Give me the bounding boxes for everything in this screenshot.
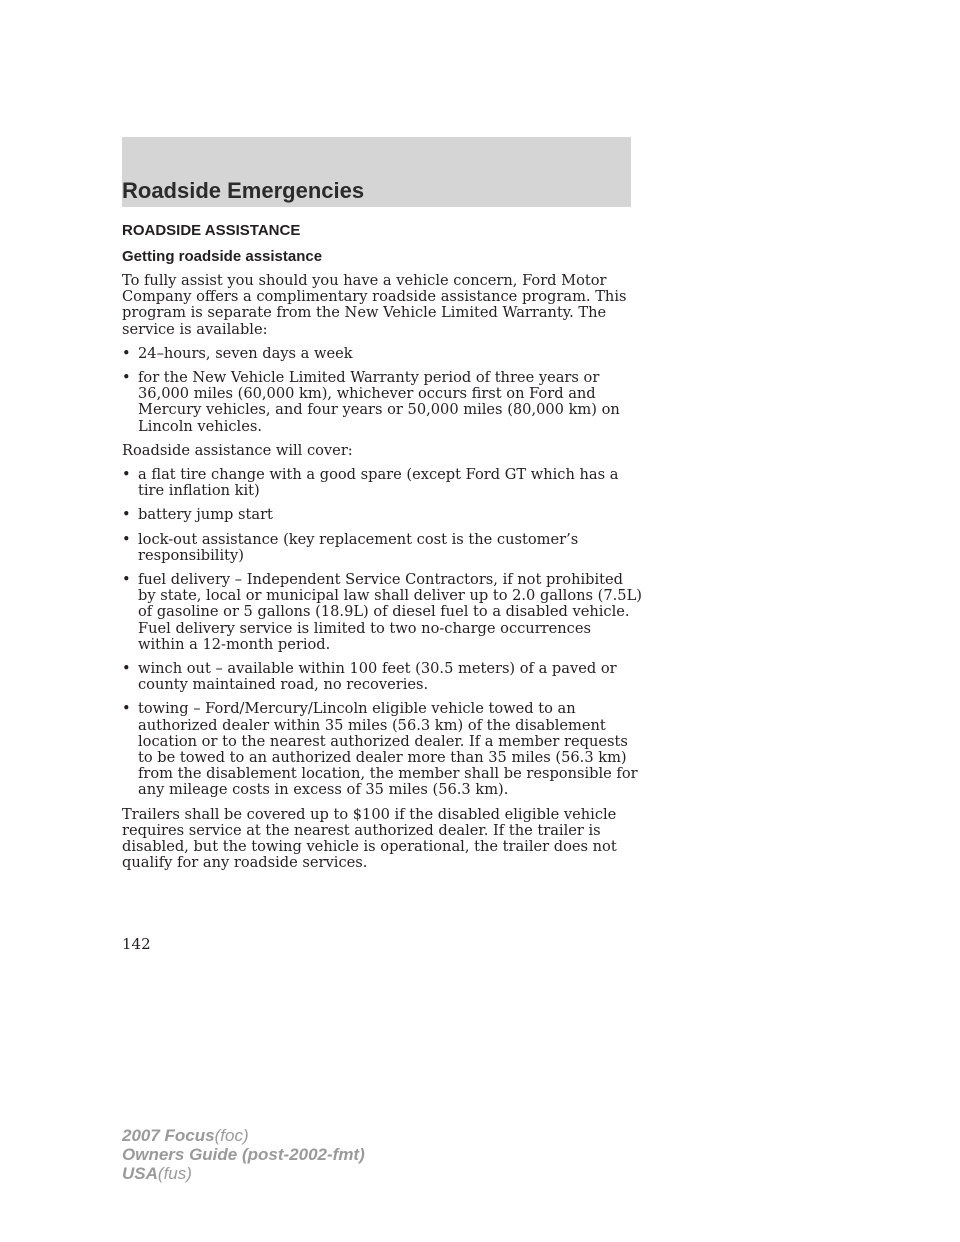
list-item	[122, 467, 642, 499]
page-number: 142	[122, 935, 151, 953]
list-item-text: winch out – available within 100 feet (30.5 meters) of a paved or county maintained road, no recoveries.	[138, 660, 617, 694]
footer-line-3	[122, 1164, 365, 1183]
list-item-text: for the New Vehicle Limited Warranty period of three years or 36,000 miles (60,000 km), whichever occurs first on Ford and Mercury vehicles, and four years or 50,000 miles (80,000 km) on Lincoln vehicles.	[138, 369, 620, 435]
bullet-icon: •	[122, 530, 131, 548]
list-item-text: fuel delivery – Independent Service Contractors, if not prohibited by state, local or municipal law shall deliver up to 2.0 gallons (7.5L) of gasoline or 5 gallons (18.9L) of diesel fuel to a disabled vehicle. Fuel delivery service is limited to two no-charge occurrences within a 12-month period.	[138, 571, 642, 653]
list-item	[122, 507, 642, 523]
page-title: Roadside Emergencies	[122, 178, 365, 203]
intro-paragraph: To fully assist you should you have a vehicle concern, Ford Motor Company offers a complimentary roadside assistance program. This program is separate from the New Vehicle Limited Warranty. The service is available:	[122, 272, 627, 338]
bullet-icon: •	[122, 660, 131, 678]
bullet-icon: •	[122, 369, 131, 387]
trailer-note: Trailers shall be covered up to $100 if the disabled eligible vehicle requires service at the nearest authorized dealer. If the trailer is disabled, but the towing vehicle is operational, the trailer does not qualify for any roadside services.	[122, 805, 617, 872]
footer-line-2	[122, 1145, 365, 1164]
list-item	[122, 532, 642, 564]
list-item-text: lock-out assistance (key replacement cost is the customer’s responsibility)	[138, 530, 579, 564]
list-item	[122, 661, 642, 693]
coverage-list	[122, 467, 642, 799]
list-item-text: a flat tire change with a good spare (except Ford GT which has a tire inflation kit)	[138, 466, 619, 500]
bullet-icon: •	[122, 466, 131, 484]
footer-model-code: (foc)	[214, 1126, 249, 1145]
footer-guide: Owners Guide (post-2002-fmt)	[122, 1145, 365, 1164]
availability-list	[122, 346, 642, 435]
coverage-intro: Roadside assistance will cover:	[122, 441, 353, 459]
list-item	[122, 370, 642, 435]
bullet-icon: •	[122, 506, 131, 524]
footer	[122, 1126, 365, 1183]
footer-line-1	[122, 1126, 365, 1145]
bullet-icon: •	[122, 700, 131, 718]
section-subheading: Getting roadside assistance	[122, 248, 323, 265]
list-item	[122, 701, 642, 798]
bullet-icon: •	[122, 571, 131, 589]
list-item-text: towing – Ford/Mercury/Lincoln eligible vehicle towed to an authorized dealer within 35 miles (56.3 km) of the disablement location or to the nearest authorized dealer. If a member requests to be towed to an authorized dealer more than 35 miles (56.3 km) from the disablement location, the member shall be responsible for any mileage costs in excess of 35 miles (56.3 km).	[138, 700, 638, 799]
footer-market-code: (fus)	[157, 1164, 192, 1183]
section-heading: ROADSIDE ASSISTANCE	[122, 222, 301, 239]
list-item	[122, 572, 642, 653]
main-content	[122, 222, 642, 880]
bullet-icon: •	[122, 344, 131, 362]
footer-market: USA	[122, 1164, 158, 1183]
list-item	[122, 346, 642, 362]
list-item-text: 24–hours, seven days a week	[138, 344, 353, 362]
list-item-text: battery jump start	[138, 506, 273, 524]
footer-model: 2007 Focus	[122, 1126, 215, 1145]
